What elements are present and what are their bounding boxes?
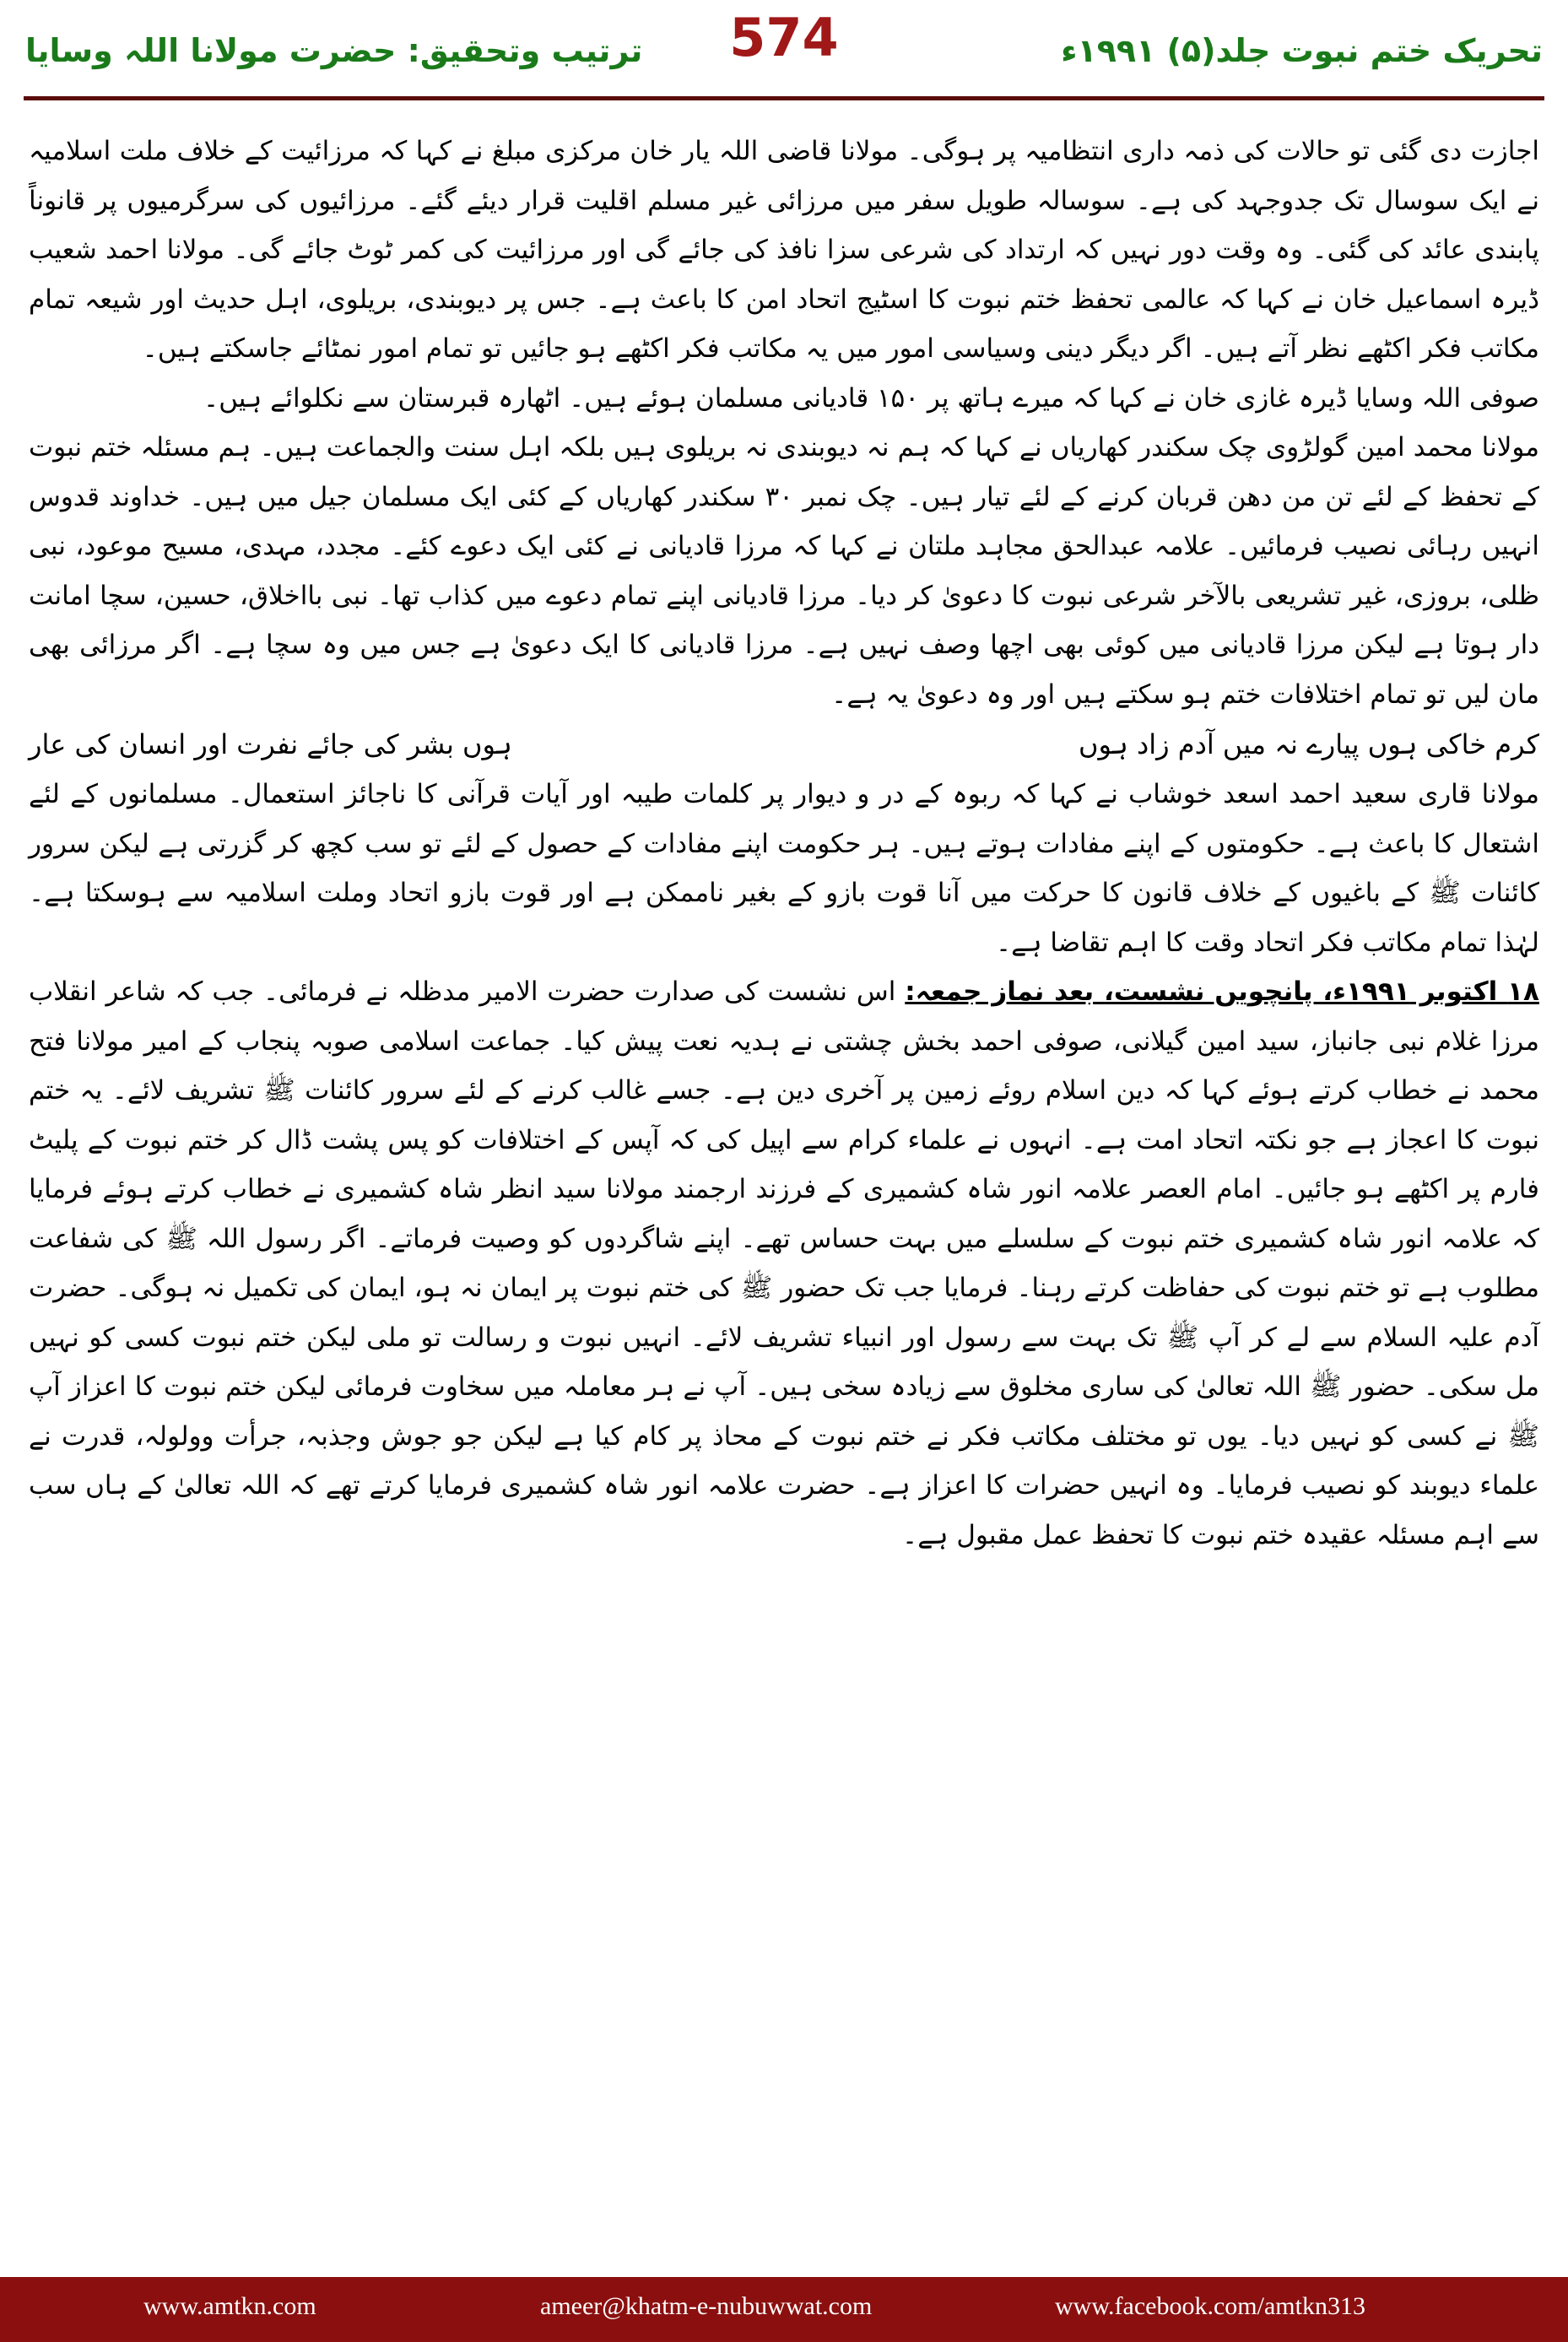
poem-hemistich-right: کرم خاکی ہوں پیارے نہ میں آدم زاد ہوں <box>1079 728 1539 760</box>
page-number: 574 <box>729 7 839 68</box>
paragraph-5-text: اس نشست کی صدارت حضرت الامیر مدظلہ نے فرمائی۔ جب کہ شاعر انقلاب مرزا غلام نبی جانباز، سید امین گیلانی، صوفی احمد بخش چشتی نے ہدیہ نعت پیش کیا۔ جماعت اسلامی صوبہ پنجاب کے امیر مولانا فتح محمد نے خطاب کرتے ہوئے کہا کہ دین اسلام روئے زمین پر آخری دین ہے۔ جسے غالب کرنے کے لئے سرور کائنات ﷺ تشریف لائے۔ یہ ختم نبوت کا اعجاز ہے جو نکتہ اتحاد امت ہے۔ انہوں نے علماء کرام سے اپیل کی کہ آپس کے اختلافات کو پس پشت ڈال کر ختم نبوت کے پلیٹ فارم پر اکٹھے ہو جائیں۔ امام العصر علامہ انور شاہ کشمیری کے فرزند ارجمند مولانا سید انظر شاہ کشمیری نے خطاب کرتے ہوئے فرمایا کہ علامہ انور شاہ کشمیری ختم نبوت کے سلسلے میں بہت حساس تھے۔ اپنے شاگردوں کو وصیت فرماتے۔ اگر رسول اللہ ﷺ کی شفاعت مطلوب ہے تو ختم نبوت کی حفاظت کرتے رہنا۔ فرمایا جب تک حضور ﷺ کی ختم نبوت پر ایمان نہ ہو، ایمان کی تکمیل نہ ہوگی۔ حضرت آدم علیہ السلام سے لے کر آپ ﷺ تک بہت سے رسول اور انبیاء تشریف لائے۔ انہیں نبوت و رسالت تو ملی لیکن ختم نبوت کسی کو نہیں مل سکی۔ حضور ﷺ اللہ تعالیٰ کی ساری مخلوق سے زیادہ سخی ہیں۔ آپ نے ہر معاملہ میں سخاوت فرمائی لیکن ختم نبوت کا اعزاز آپ ﷺ نے کسی کو نہیں دیا۔ یوں تو مختلف مکاتب فکر نے ختم نبوت کے محاذ پر کام کیا ہے لیکن جو جوش وجذبہ، جرأت وولولہ، قدرت نے علماء دیوبند کو نصیب فرمایا۔ وہ انہیں حضرات کا اعزاز ہے۔ حضرت علامہ انور شاہ کشمیری فرمایا کرتے تھے کہ اللہ تعالیٰ کے ہاں سب سے اہم مسئلہ عقیدہ ختم نبوت کا تحفظ عمل مقبول ہے۔ <box>29 976 1539 1550</box>
poem-couplet <box>29 719 1539 770</box>
compiler-credit: ترتیب وتحقیق: حضرت مولانا اللہ وسایا <box>25 32 643 69</box>
page-header <box>0 0 1568 110</box>
website-link[interactable]: www.amtkn.com <box>143 2292 316 2320</box>
paragraph-2: صوفی اللہ وسایا ڈیرہ غازی خان نے کہا کہ میرے ہاتھ پر ۱۵۰ قادیانی مسلمان ہوئے ہیں۔ اٹھارہ قبرستان سے نکلوائے ہیں۔ <box>203 382 1539 414</box>
paragraph-5 <box>29 967 1539 1560</box>
facebook-link[interactable]: www.facebook.com/amtkn313 <box>1055 2292 1365 2320</box>
book-title: تحریک ختم نبوت جلد(۵) ۱۹۹۱ء <box>1061 32 1543 69</box>
poem-hemistich-left: ہوں بشر کی جائے نفرت اور انسان کی عار <box>29 728 512 760</box>
paragraph-3: مولانا محمد امین گولڑوی چک سکندر کھاریاں نے کہا کہ ہم نہ دیوبندی نہ بریلوی ہیں بلکہ اہل سنت والجماعت ہیں۔ ہم مسئلہ ختم نبوت کے تحفظ کے لئے تن من دھن قربان کرنے کے لئے تیار ہیں۔ چک نمبر ۳۰ سکندر کھاریاں کے کئی ایک مسلمان جیل میں ہیں۔ خداوند قدوس انہیں رہائی نصیب فرمائیں۔ علامہ عبدالحق مجاہد ملتان نے کہا کہ مرزا قادیانی نے کئی ایک دعوے کئے۔ مجدد، مہدی، مسیح موعود، نبی ظلی، بروزی، غیر تشریعی بالآخر شرعی نبوت کا دعویٰ کر دیا۔ مرزا قادیانی اپنے تمام دعوے میں کذاب تھا۔ نبی بااخلاق، حسین، سچا امانت دار ہوتا ہے لیکن مرزا قادیانی میں کوئی بھی اچھا وصف نہیں ہے۔ مرزا قادیانی کا ایک دعویٰ ہے جس میں وہ سچا ہے۔ اگر مرزائی بھی مان لیں تو تمام اختلافات ختم ہو سکتے ہیں اور وہ دعویٰ یہ ہے۔ <box>29 432 1539 710</box>
page-body <box>29 127 1539 1560</box>
paragraph-4: مولانا قاری سعید احمد اسعد خوشاب نے کہا کہ ربوہ کے در و دیوار پر کلمات طیبہ اور آیات قرآنی کا ناجائز استعمال۔ مسلمانوں کے لئے اشتعال کا باعث ہے۔ حکومتوں کے اپنے مفادات ہوتے ہیں۔ ہر حکومت اپنے مفادات کے حصول کے لئے تو سب کچھ کر گزرتی ہے لیکن سرور کائنات ﷺ کے باغیوں کے خلاف قانون کا حرکت میں آنا قوت بازو کے بغیر ناممکن ہے اور قوت بازو اتحاد وملت اسلامیہ سے ہوسکتا ہے۔ لہٰذا تمام مکاتب فکر اتحاد وقت کا اہم تقاضا ہے۔ <box>29 779 1539 958</box>
paragraph-1: اجازت دی گئی تو حالات کی ذمہ داری انتظامیہ پر ہوگی۔ مولانا قاضی اللہ یار خان مرکزی مبلغ نے کہا کہ مرزائیت کے خلاف ملت اسلامیہ نے ایک سوسال تک جدوجہد کی ہے۔ سوسالہ طویل سفر میں مرزائی غیر مسلم اقلیت قرار دیئے گئے۔ مرزائیوں کی سرگرمیوں پر قانوناً پابندی عائد کی گئی۔ وہ وقت دور نہیں کہ ارتداد کی شرعی سزا نافذ کی جائے گی اور مرزائیت کی کمر ٹوٹ جائے گی۔ مولانا احمد شعیب ڈیرہ اسماعیل خان نے کہا کہ عالمی تحفظ ختم نبوت کا اسٹیج اتحاد امن کا باعث ہے۔ جس پر دیوبندی، بریلوی، اہل حدیث اور شیعہ تمام مکاتب فکر اکٹھے نظر آتے ہیں۔ اگر دیگر دینی وسیاسی امور میں یہ مکاتب فکر اکٹھے ہو جائیں تو تمام امور نمٹائے جاسکتے ہیں۔ <box>29 136 1539 364</box>
session-heading: ۱۸ اکتوبر ۱۹۹۱ء، پانچویں نشست، بعد نماز جمعہ: <box>905 976 1539 1007</box>
email-link[interactable]: ameer@khatm-e-nubuwwat.com <box>540 2292 873 2320</box>
page-footer <box>0 2277 1568 2342</box>
header-rule <box>24 96 1544 100</box>
